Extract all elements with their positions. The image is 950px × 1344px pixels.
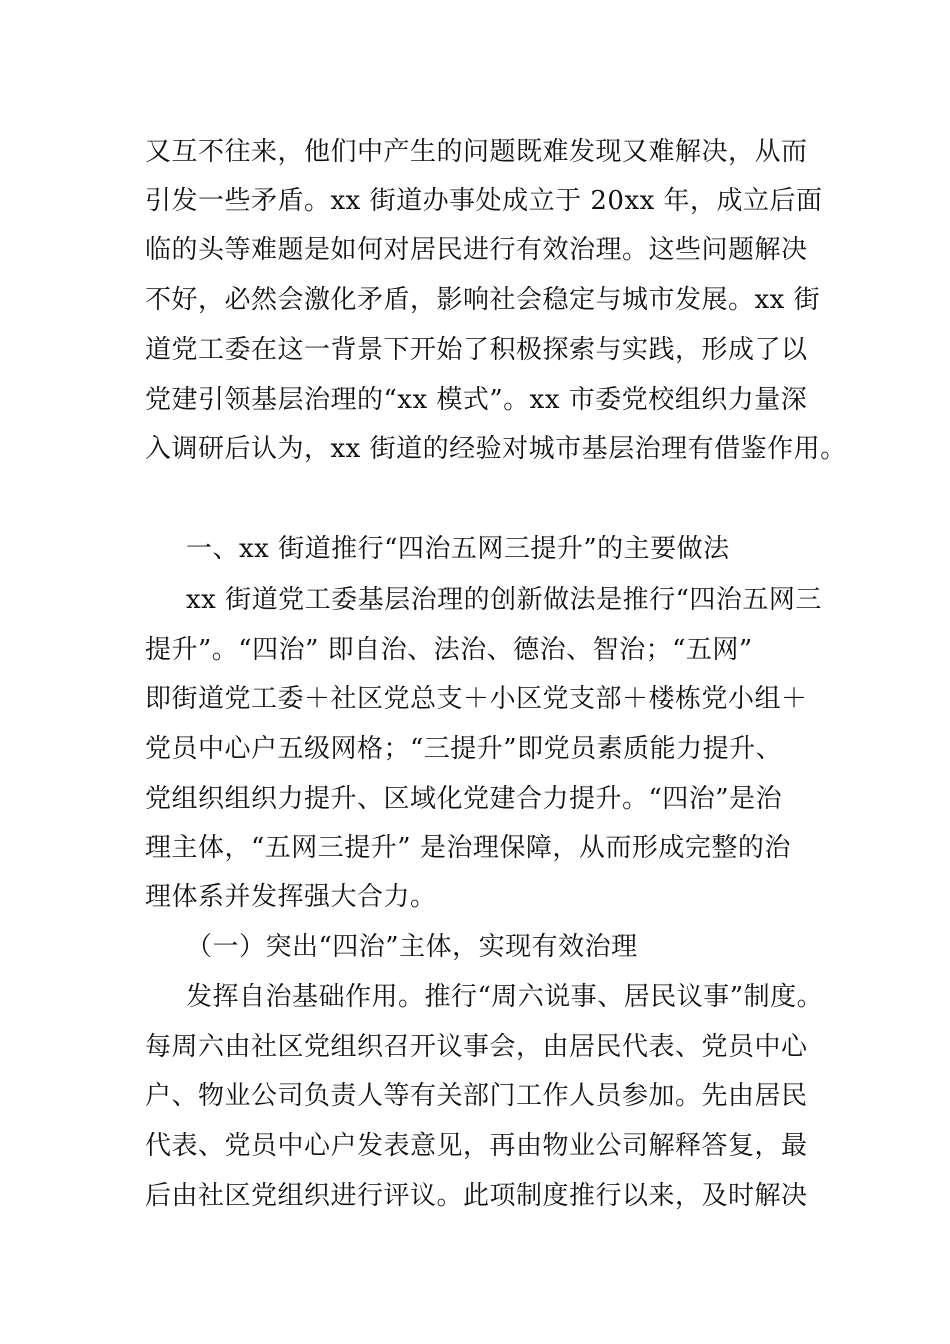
section-1-line-3: 即街道党工委＋社区党总支＋小区党支部＋楼栋党小组＋ <box>145 684 808 714</box>
section-1-line-7: 理体系并发挥强大合力。 <box>145 882 437 912</box>
section-1-line-2: 提升”。“四治” 即自治、法治、德治、智治；“五网” <box>145 635 753 665</box>
section-1-line-4: 党员中心户五级网格；“三提升”即党员素质能力提升、 <box>145 734 783 764</box>
intro-line-1: 又互不往来，他们中产生的问题既难发现又难解决，从而 <box>145 137 808 167</box>
intro-line-4: 不好，必然会激化矛盾，影响社会稳定与城市发展。xx 街 <box>145 285 821 315</box>
intro-line-3: 临的头等难题是如何对居民进行有效治理。这些问题解决 <box>145 235 808 265</box>
section-1-line-1: xx 街道党工委基层治理的创新做法是推行“四治五网三 <box>186 585 822 615</box>
subsection-1-line-1: 发挥自治基础作用。推行“周六说事、居民议事”制度。 <box>186 982 824 1012</box>
intro-line-6: 党建引领基层治理的“xx 模式”。xx 市委党校组织力量深 <box>145 385 808 415</box>
section-1-line-6: 理主体，“五网三提升” 是治理保障，从而形成完整的治 <box>145 833 791 863</box>
subsection-1-line-3: 户、物业公司负责人等有关部门工作人员参加。先由居民 <box>145 1081 808 1111</box>
intro-line-5: 道党工委在这一背景下开始了积极探索与实践，形成了以 <box>145 335 808 365</box>
subsection-1-line-5: 后由社区党组织进行评议。此项制度推行以来，及时解决 <box>145 1181 808 1211</box>
intro-line-7: 入调研后认为，xx 街道的经验对城市基层治理有借鉴作用。 <box>145 434 847 464</box>
subsection-1-line-2: 每周六由社区党组织召开议事会，由居民代表、党员中心 <box>145 1032 808 1062</box>
section-1-heading: 一、xx 街道推行“四治五网三提升”的主要做法 <box>186 534 730 564</box>
section-1-line-5: 党组织组织力提升、区域化党建合力提升。“四治”是治 <box>145 784 783 814</box>
subsection-1-heading: （一）突出“四治”主体，实现有效治理 <box>186 932 638 962</box>
intro-line-2: 引发一些矛盾。xx 街道办事处成立于 20xx 年，成立后面 <box>145 186 823 216</box>
subsection-1-line-4: 代表、党员中心户发表意见，再由物业公司解释答复，最 <box>145 1131 808 1161</box>
